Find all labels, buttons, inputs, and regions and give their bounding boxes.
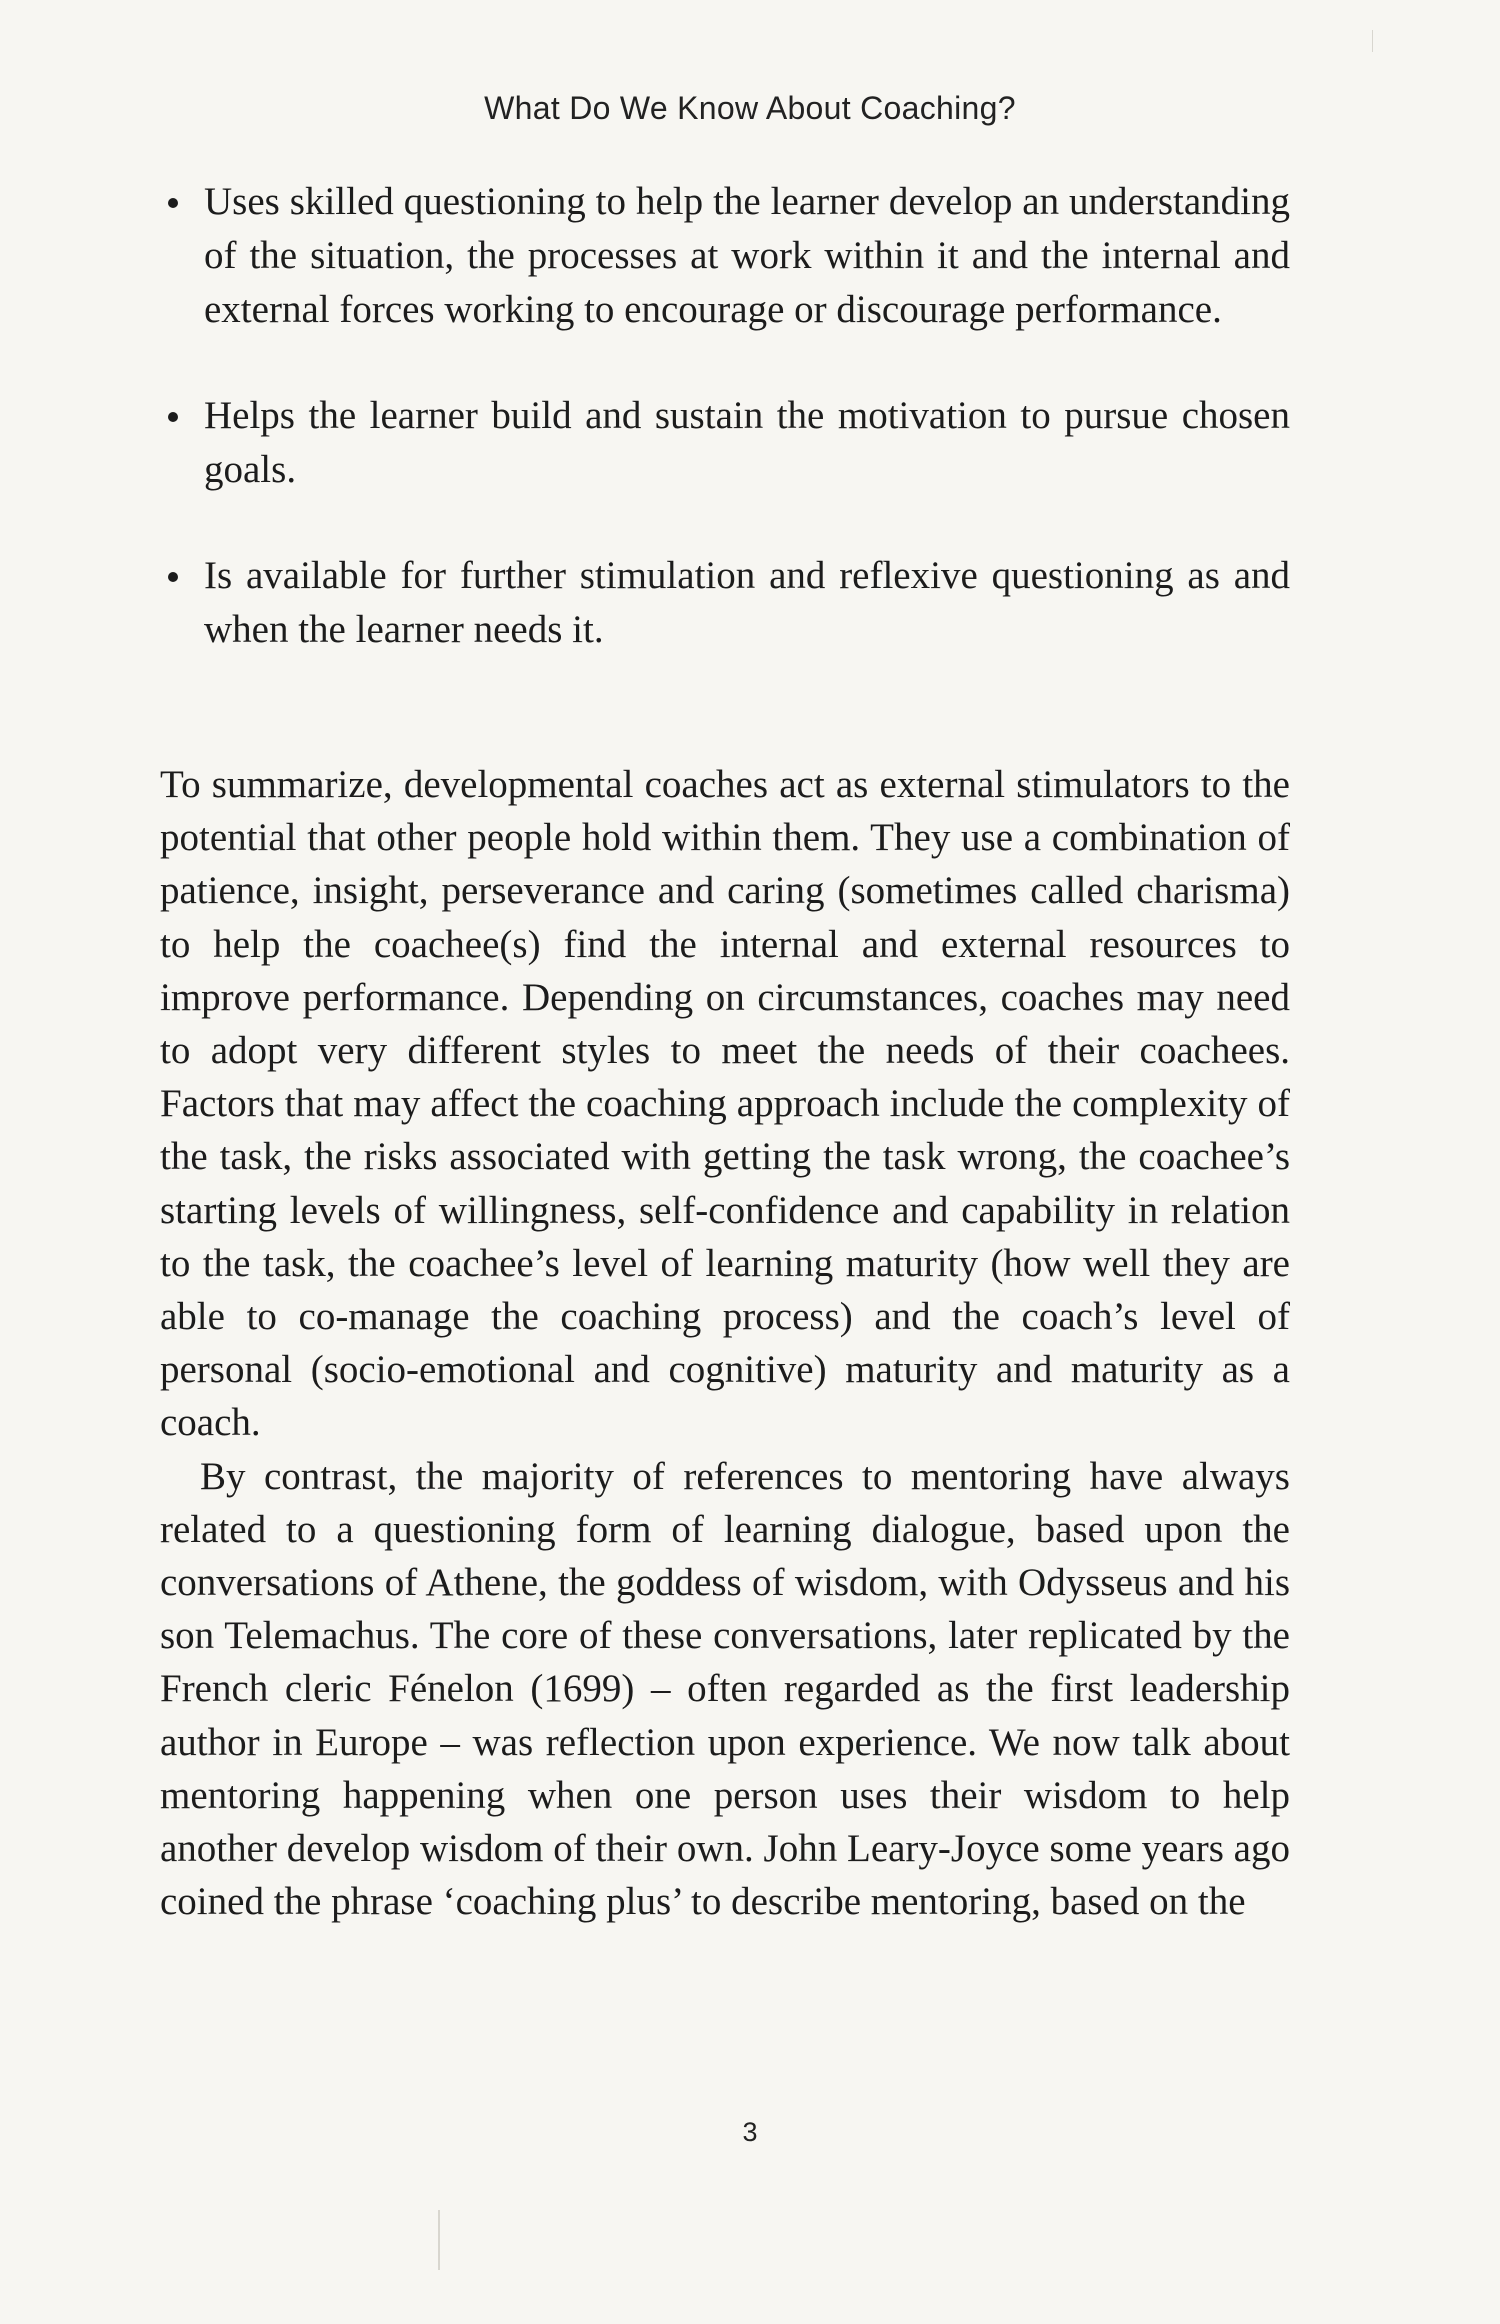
running-head: What Do We Know About Coaching? bbox=[484, 90, 1016, 126]
paragraph: By contrast, the majority of references to mentoring have always related to a questioning form of learning dialogue, based upon the conversations of Athene, the goddess of wisdom, with Odysseus and his son Telemachus. The core of these conversations, later replicated by the French cleric Fénelon (1699) – often regarded as the first leadership author in Europe – was reflection upon experience. We now talk about mentoring happening when one person uses their wisdom to help another develop wisdom of their own. John Leary-Joyce some years ago coined the phrase ‘coaching plus’ to describe mentoring, based on the bbox=[160, 1454, 1290, 1924]
bullet-icon bbox=[168, 412, 178, 422]
body-text bbox=[160, 758, 1290, 1928]
page-number: 3 bbox=[742, 2117, 758, 2147]
bullet-text: Helps the learner build and sustain the motivation to pursue chosen goals. bbox=[204, 394, 1290, 491]
bullet-text: Is available for further stimulation and reflexive questioning as and when the learner needs it. bbox=[204, 554, 1290, 651]
bullet-icon bbox=[168, 572, 178, 582]
bullet-list bbox=[160, 175, 1290, 709]
list-item bbox=[160, 549, 1290, 657]
list-item bbox=[160, 389, 1290, 497]
bullet-text: Uses skilled questioning to help the learner develop an understanding of the situation, the processes at work within it and the internal and external forces working to encourage or discourage performance. bbox=[204, 180, 1290, 331]
scan-artifact bbox=[438, 2210, 440, 2270]
scan-artifact bbox=[1372, 30, 1373, 52]
bullet-icon bbox=[168, 198, 178, 208]
paragraph: To summarize, developmental coaches act as external stimulators to the potential that other people hold within them. They use a combination of patience, insight, perseverance and caring (sometimes called charisma) to help the coachee(s) find the internal and external resources to improve performance. Depending on circumstances, coaches may need to adopt very different styles to meet the needs of their coachees. Factors that may affect the coaching approach include the complexity of the task, the risks associated with getting the task wrong, the coachee’s starting levels of willingness, self-confidence and capability in relation to the task, the coachee’s level of learning maturity (how well they are able to co-manage the coaching process) and the coach’s level of personal (socio-emotional and cognitive) maturity and maturity as a coach. bbox=[160, 763, 1290, 1445]
list-item bbox=[160, 175, 1290, 337]
